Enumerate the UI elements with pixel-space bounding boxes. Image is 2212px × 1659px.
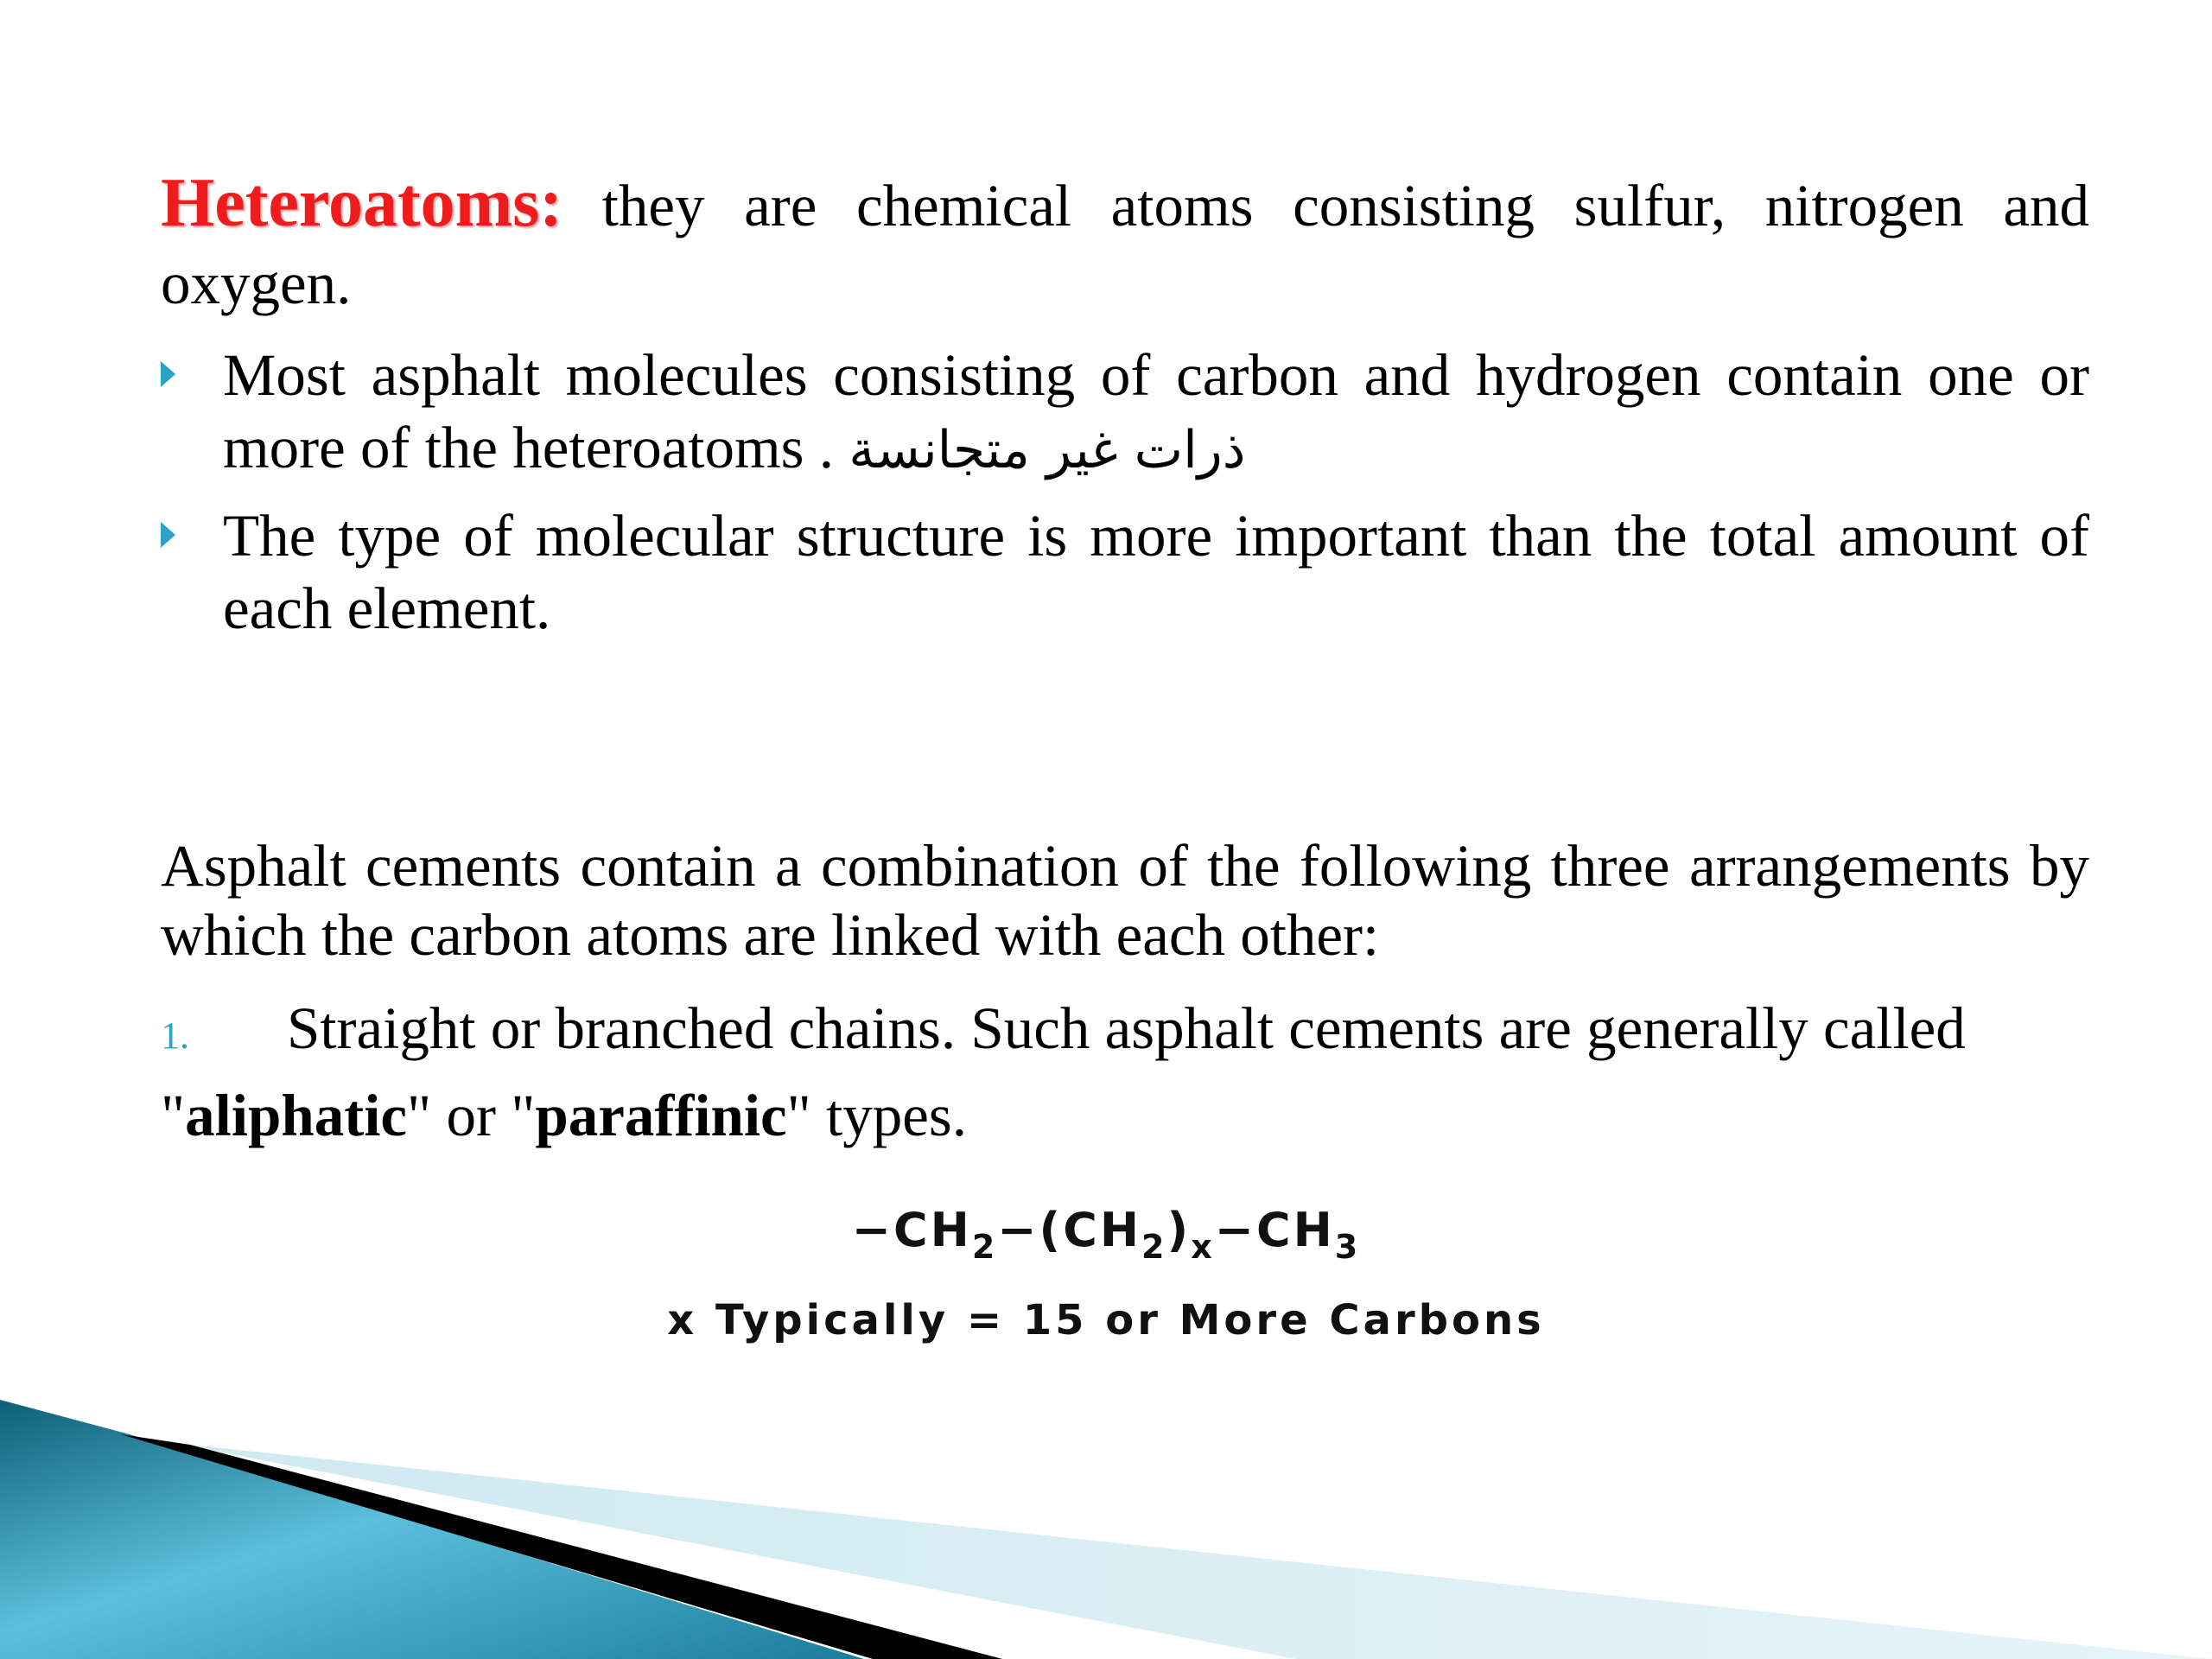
formula-part-4: −CH <box>1214 1203 1335 1257</box>
triangle-bullet-icon <box>161 522 175 548</box>
chemical-formula <box>0 1203 2212 1266</box>
term-paraffinic: paraffinic <box>535 1083 787 1148</box>
quote-open: " <box>161 1083 186 1148</box>
list-number: 1. <box>161 1014 189 1057</box>
bullet-item-1 <box>161 339 2089 486</box>
bullet-item-2-text: The type of molecular structure is more important than the total amount of each element. <box>223 503 2089 641</box>
formula-sub-2: 2 <box>1141 1228 1167 1266</box>
numbered-item-1-text: Straight or branched chains. Such asphalt cements are generally called <box>287 995 1966 1061</box>
heteroatoms-definition: they are chemical atoms consisting sulfur, nitrogen and oxygen. <box>161 173 2089 316</box>
bullet-item-1-arabic: ذرات غير متجانسة <box>849 420 1246 480</box>
formula-sub-1: 2 <box>971 1228 998 1266</box>
formula-part-3: ) <box>1166 1203 1192 1257</box>
triangle-bullet-icon <box>161 361 175 387</box>
term-aliphatic: aliphatic <box>185 1083 408 1148</box>
decorative-corner-graphic <box>0 1348 2212 1659</box>
quote-mid: " or " <box>407 1083 536 1148</box>
formula-part-1: −CH <box>851 1203 972 1257</box>
numbered-item-1 <box>161 988 2089 1155</box>
bullet-item-1-text <box>223 339 2089 486</box>
formula-part-2: −(CH <box>997 1203 1142 1257</box>
types-suffix: " types. <box>786 1083 967 1148</box>
formula-note: x Typically = 15 or More Carbons <box>667 1296 1545 1344</box>
intro-paragraph: Asphalt cements contain a combination of the following three arrangements by which the carbon atoms are linked with each other: <box>161 833 2089 968</box>
bullet-item-2 <box>161 499 2089 645</box>
heteroatoms-paragraph <box>161 164 2089 322</box>
formula-sub-3: x <box>1191 1228 1215 1266</box>
heteroatoms-term: Heteroatoms: <box>161 165 563 241</box>
formula-sub-4: 3 <box>1334 1228 1361 1266</box>
bullet-item-1-english: Most asphalt molecules consisting of carbon and hydrogen contain one or more of the heteroatoms . <box>223 342 2089 480</box>
